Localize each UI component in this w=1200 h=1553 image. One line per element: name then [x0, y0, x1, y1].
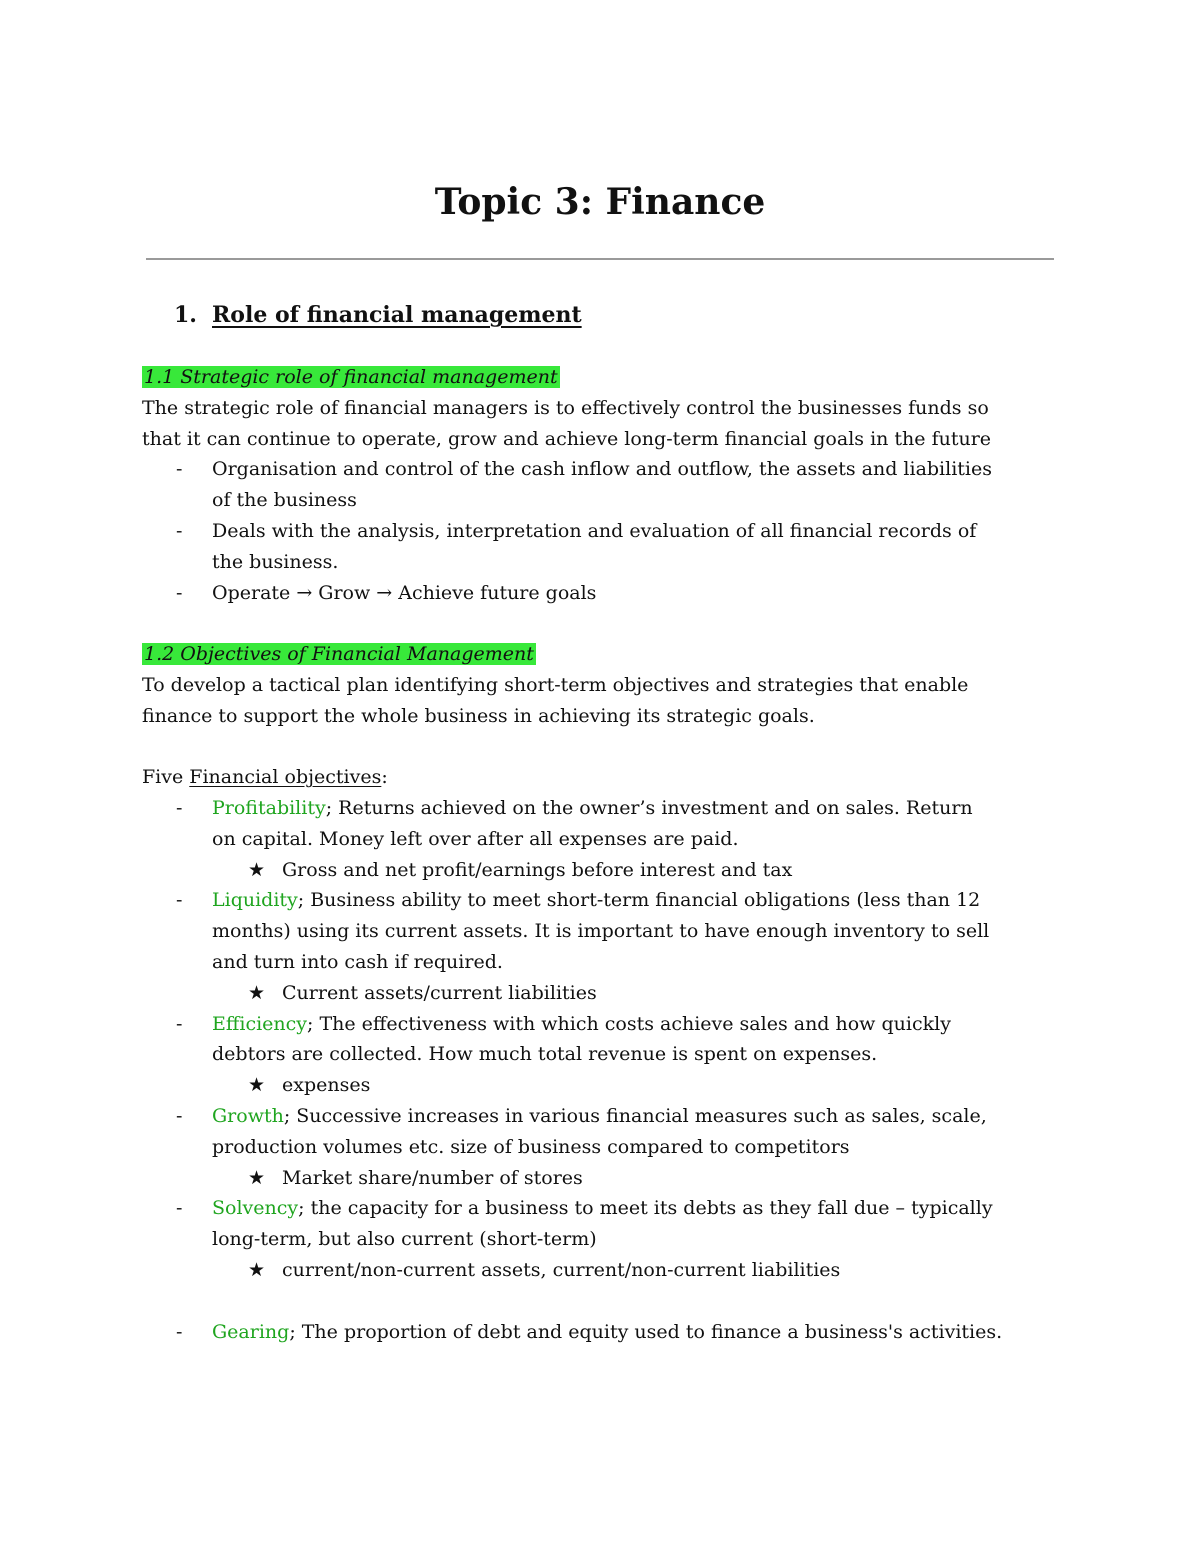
paragraph-line: The strategic role of financial managers is to effectively control the businesses funds so: [142, 396, 989, 419]
page-title: Topic 3: Finance: [434, 181, 766, 223]
star-icon: ★: [248, 981, 266, 1004]
star-icon: ★: [248, 858, 266, 881]
objective-efficiency: - Efficiency; The effectiveness with which costs achieve sales and how quickly: [176, 1012, 951, 1035]
objective-solvency: - Solvency; the capacity for a business to meet its debts as they fall due – typically: [176, 1197, 993, 1220]
objective-keyword: Solvency: [212, 1197, 299, 1220]
list-item-continuation: long-term, but also current (short-term): [212, 1228, 597, 1251]
objective-gearing: - Gearing; The proportion of debt and equity used to finance a business's activities.: [176, 1320, 1003, 1343]
star-point: ★ Market share/number of stores: [142, 1163, 1082, 1194]
objective-keyword: Growth: [212, 1104, 284, 1127]
objective-keyword: Liquidity: [212, 889, 298, 912]
objective-profitability: - Profitability; Returns achieved on the owner’s investment and on sales. Return: [176, 796, 973, 819]
subsection-strategic-role: [142, 362, 1082, 608]
list-item: - Operate → Grow → Achieve future goals: [176, 581, 597, 604]
list-item-continuation: debtors are collected. How much total revenue is spent on expenses.: [212, 1043, 878, 1066]
star-point: ★ expenses: [142, 1070, 1082, 1101]
objective-keyword: Gearing: [212, 1320, 290, 1343]
list-item-continuation: of the business: [212, 489, 357, 512]
list-item: - Organisation and control of the cash inflow and outflow, the assets and liabilities: [176, 458, 992, 481]
section-heading: [174, 298, 582, 332]
list-item: - Deals with the analysis, interpretation and evaluation of all financial records of: [176, 519, 977, 542]
paragraph-line: To develop a tactical plan identifying short-term objectives and strategies that enable: [142, 673, 969, 696]
star-point: ★ Current assets/current liabilities: [142, 978, 1082, 1009]
subsection-objectives: [142, 639, 1082, 1347]
paragraph-line: finance to support the whole business in achieving its strategic goals.: [142, 704, 815, 727]
star-icon: ★: [248, 1166, 266, 1189]
list-item-continuation: on capital. Money left over after all expenses are paid.: [212, 827, 739, 850]
star-icon: ★: [248, 1074, 266, 1097]
section-title: Role of financial management: [212, 302, 582, 328]
list-item-continuation: months) using its current assets. It is important to have enough inventory to sell: [212, 920, 990, 943]
objective-growth: - Growth; Successive increases in various financial measures such as sales, scale,: [176, 1104, 987, 1127]
list-item-continuation: the business.: [212, 550, 339, 573]
title-divider: [146, 258, 1054, 260]
financial-objectives-underlined: Financial objectives: [189, 766, 382, 789]
star-icon: ★: [248, 1258, 266, 1281]
star-point: ★ current/non-current assets, current/non-current liabilities: [142, 1255, 1082, 1286]
star-point: ★ Gross and net profit/earnings before interest and tax: [142, 855, 1082, 886]
subsection-heading: 1.1 Strategic role of financial management: [144, 366, 558, 388]
paragraph-line: that it can continue to operate, grow and achieve long-term financial goals in the future: [142, 427, 992, 450]
list-item-continuation: and turn into cash if required.: [212, 950, 503, 973]
subsection-heading: 1.2 Objectives of Financial Management: [144, 643, 534, 665]
section-number: 1.: [174, 302, 197, 328]
objective-keyword: Profitability: [212, 796, 326, 819]
objective-keyword: Efficiency: [212, 1012, 308, 1035]
list-item-continuation: production volumes etc. size of business compared to competitors: [212, 1135, 850, 1158]
objectives-intro: Five Financial objectives:: [142, 766, 388, 789]
objective-liquidity: - Liquidity; Business ability to meet short-term financial obligations (less than 12: [176, 889, 981, 912]
